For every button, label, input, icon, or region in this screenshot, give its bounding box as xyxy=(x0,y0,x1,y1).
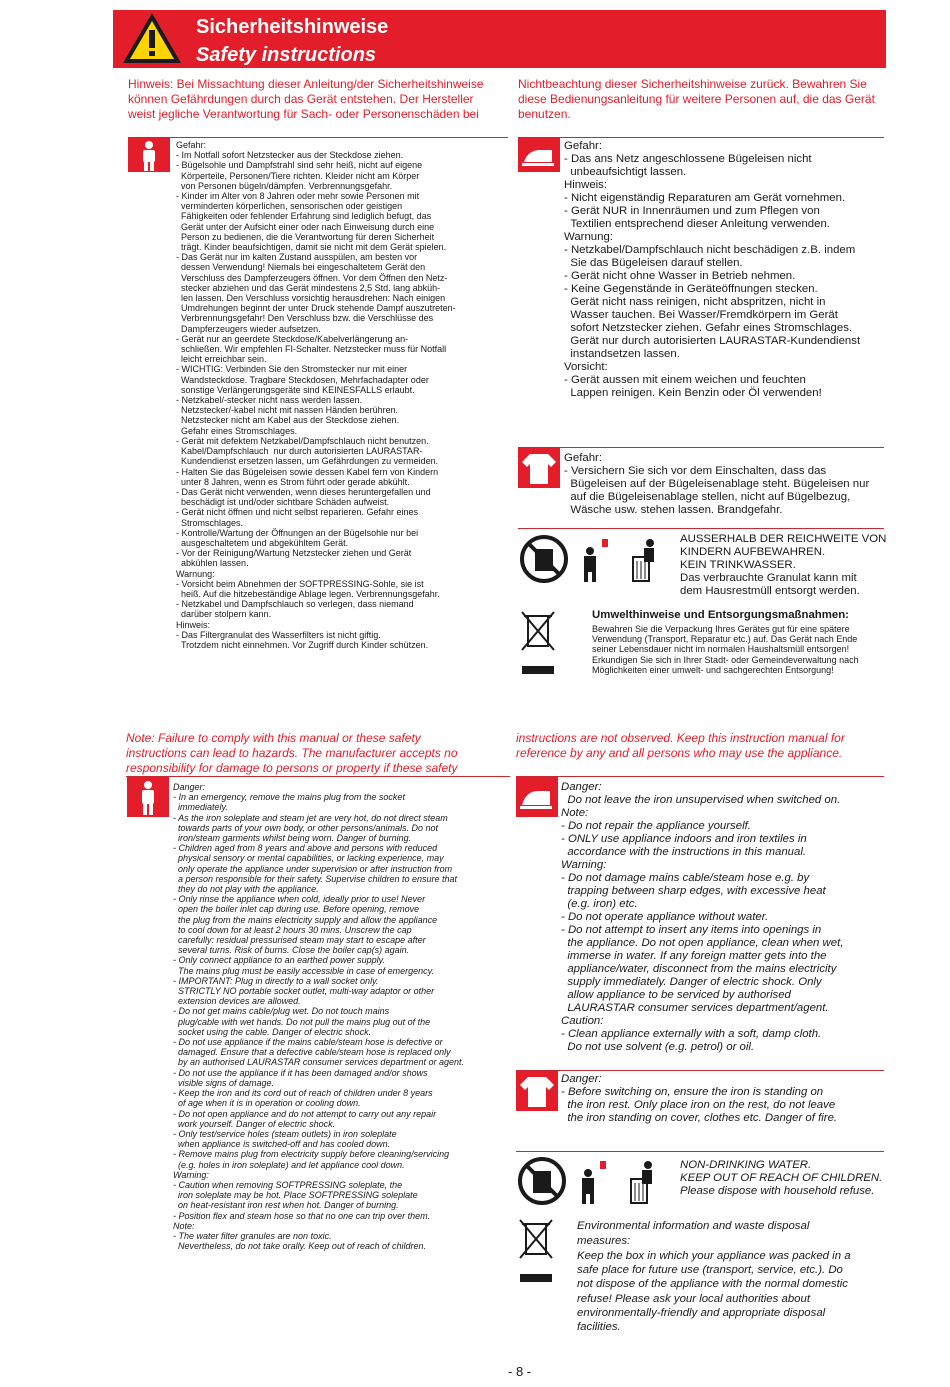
safety-text-person-de: Gefahr: - Im Notfall sofort Netzstecker aus der Steckdose ziehen. - Bügelsohle und Dampfstrahl sind sehr heiß, nicht auf eigene Körperteile, Personen/Tiere richten. Kleider nicht am Körper von Personen bügeln/dämpfen. Verbrennungsgefahr. - Kinder im Alter von 8 Jahren oder mehr sowie Personen mit verminderten körperlichen, sensorischen oder geistigen Fähigkeiten oder fehlender Erfahrung sind lediglich befugt, das Gerät unter der Aufsicht einer oder nach Einweisung durch eine Person zu bedienen, die die Verantwortung für deren Sicherheit trägt. Kinder beaufsichtigen, damit sie nicht mit dem Gerät spielen. - Das Gerät nur im kalten Zustand ausspülen, am besten vor dessen Verwendung! Niemals bei eingeschaltetem Gerät den Verschluss des Dampferzeugers öffnen. Vor dem Öffnen den Netz- stecker abziehen und das Gerät mindestens 2,5 Std. lang abküh- len lassen. Den Verschluss vorsichtig herausdrehen: Nach einigen Umdrehungen beginnt der unter Druck stehende Dampf auszutreten- Verbrennungsgefahr! Den Verschluss bzw. die Verschlüsse des Dampferzeugers wieder aufsetzen. - Gerät nur an geerdete Steckdose/Kabelverlängerung an- schließen. Wir empfehlen FI-Schalter. Netzstecker muss für Notfall leicht erreichbar sein. - WICHTIG: Verbinden Sie den Stromstecker nur mit einer Wandsteckdose. Tragbare Steckdosen, Mehrfachadapter oder sonstige Verlängerungsgeräte sind KEINESFALLS erlaubt. - Netzkabel/-stecker nicht nass werden lassen. Netzstecker/-kabel nicht mit nassen Händen berühren. Netzstecker nicht am Kabel aus der Steckdose ziehen. Gefahr eines Stromschlages. - Gerät mit defektem Netzkabel/Dampfschlauch nicht benutzen. Kabel/Dampfschlauch nur durch autorisierten LAURASTAR- Kundendienst ersetzen lassen, um Gefährdungen zu vermeiden. - Halten Sie das Bügeleisen sowie dessen Kabel fern von Kindern unter 8 Jahren, wenn es Strom führt oder gerade abkühlt. - Das Gerät nicht verwenden, wenn dieses heruntergefallen und beschädigt ist und/oder sichtbare Schäden aufweist. - Gerät nicht öffnen und nicht selbst reparieren. Gefahr eines Stromschlages. - Kontrolle/Wartung der Öffnungen an der Bügelsohle nur bei ausgeschaltetem und abgekühltem Gerät. - Vor der Reinigung/Wartung Netzstecker ziehen und Gerät abkühlen lassen. Warnung: - Vorsicht beim Abnehmen der SOFTPRESSING-Sohle, sie ist heiß. Auf die hitzebeständige Ablage legen. Verbrennungsgefahr. - Netzkabel und Dampfschlauch so verlegen, dass niemand darüber stolpern kann. Hinweis: - Das Filtergranulat des Wasserfilters ist nicht giftig. Trotzdem nicht einnehmen. Vor Zugriff durch Kinder schützen. xyxy=(176,140,456,650)
intro-en-left: Note: Failure to comply with this manual or these safety instructions can lead to hazards. The manufacturer accepts no responsibility for damage to persons or property if these safety xyxy=(126,731,458,775)
page-number: - 8 - xyxy=(508,1364,532,1379)
divider xyxy=(518,447,884,448)
safety-text-iron-en: Danger: Do not leave the iron unsupervised when switched on. Note: - Do not repair the appliance yourself. - ONLY use appliance indoors and iron textiles in accordance with the instructions in this manual. Warning: - Do not damage mains cable/steam hose e.g. by trapping between sharp edges, with excessive heat (e.g. iron) etc. - Do not operate appliance without water. - Do not attempt to insert any items into openings in the appliance. Do not open appliance, clean when wet, immerse in water. If any foreign matter gets into the appliance/water, disconnect from the mains electricity supply immediately. Danger of electric shock. Only allow appliance to be serviced by authorised LAURASTAR consumer services department/agent. Caution: - Clean appliance externally with a soft, damp cloth. Do not use solvent (e.g. petrol) or oil. xyxy=(561,781,844,1053)
divider xyxy=(128,137,508,138)
page-title-en: Safety instructions xyxy=(196,44,377,66)
env-text-de: Bewahren Sie die Verpackung Ihres Gerätes gut für eine spätere Verwendung (Transport, Reparatur etc.) auf. Das Gerät nach Ende seiner Lebensdauer nicht im normalen Haushaltsmüll entsorgen! Erkundigen Sie sich in Ihrer Stadt- oder Gemeindeverwaltung nach Möglichkeiten einer umwelt- und sachgerechten Entsorgung! xyxy=(592,624,859,675)
divider xyxy=(126,776,510,777)
safety-text-kids-de: AUSSERHALB DER REICHWEITE VON KINDERN AUFBEWAHREN. KEIN TRINKWASSER. Das verbrauchte Granulat kann mit dem Hausrestmüll entsorgt werden. xyxy=(680,533,887,597)
shirt-icon xyxy=(516,1071,558,1111)
env-title-en: Environmental information and waste disposal measures: xyxy=(577,1220,810,1247)
iron-icon xyxy=(516,777,558,817)
safety-text-iron-de: Gefahr: - Das ans Netz angeschlossene Bügeleisen nicht unbeaufsichtigt lassen. Hinweis: - Nicht eigenständig Reparaturen am Gerät vornehmen. - Gerät NUR in Innenräumen und zum Pflegen von Textilien entsprechend dieser Anleitung verwenden. Warnung: - Netzkabel/Dampfschlauch nicht beschädigen z.B. indem Sie das Bügeleisen darauf stellen. - Gerät nicht ohne Wasser in Betrieb nehmen. - Keine Gegenstände in Geräteöffnungen stecken. Gerät nicht nass reinigen, nicht abspritzen, nicht in Wasser tauchen. Bei Wasser/Fremdkörpern im Gerät sofort Netzstecker ziehen. Gefahr eines Stromschlages. Gerät nur durch autorisierten LAURASTAR-Kundendienst instandsetzen lassen. Vorsicht: - Gerät aussen mit einem weichen und feuchten Lappen reinigen. Kein Benzin oder Öl verwenden! xyxy=(564,140,861,399)
intro-en-right: instructions are not observed. Keep this instruction manual for reference by any and all persons who may use the appliance. xyxy=(516,731,845,760)
safety-text-kids-en: NON-DRINKING WATER. KEEP OUT OF REACH OF CHILDREN. Please dispose with household refuse. xyxy=(680,1159,883,1197)
divider xyxy=(516,1070,884,1071)
no-drinking-kids-dispose-icons xyxy=(518,533,668,585)
divider xyxy=(518,137,884,138)
waste-bin-crossed-icon xyxy=(520,610,556,680)
safety-text-shirt-de: Gefahr: - Versichern Sie sich vor dem Einschalten, dass das Bügeleisen auf der Bügeleisenablage steht. Bügeleisen nur auf die Bügeleisenablage stellen, nicht auf Bügelbezug, Wäsche usw. stehen lassen. Brandgefahr. xyxy=(564,452,870,516)
person-danger-icon xyxy=(127,777,169,817)
safety-text-shirt-en: Danger: - Before switching on, ensure the iron is standing on the iron rest. Only place iron on the rest, do not leave the iron standing on cover, clothes etc. Danger of fire. xyxy=(561,1073,838,1124)
divider xyxy=(518,528,884,529)
divider xyxy=(516,1151,884,1152)
env-title-de: Umwelthinweise und Entsorgungsmaßnahmen: xyxy=(592,609,849,621)
shirt-icon xyxy=(518,448,560,488)
person-danger-icon xyxy=(128,138,170,172)
iron-icon xyxy=(518,138,560,172)
warning-triangle-icon xyxy=(120,10,184,66)
no-drinking-kids-dispose-icons xyxy=(516,1155,666,1207)
env-text-en: Keep the box in which your appliance was packed in a safe place for future use (transport, service, etc.). Do not dispose of the appliance with the normal domestic refuse! Please ask your local authorities about environmentally-friendly and appropriate disposal facilities. xyxy=(577,1250,851,1334)
waste-bin-crossed-icon xyxy=(518,1218,554,1288)
page-title-de: Sicherheitshinweise xyxy=(196,16,389,38)
divider xyxy=(516,776,884,777)
intro-de-right: Nichtbeachtung dieser Sicherheitshinweise zurück. Bewahren Sie diese Bedienungsanleitung für weitere Personen auf, die das Gerät benutzen. xyxy=(518,77,875,121)
intro-de-left: Hinweis: Bei Missachtung dieser Anleitung/der Sicherheitshinweise können Gefährdungen durch das Gerät entstehen. Der Hersteller weist jegliche Verantwortung für Sach- oder Personenschäden bei xyxy=(128,77,484,121)
safety-text-person-en: Danger: - In an emergency, remove the mains plug from the socket immediately. - As the iron soleplate and steam jet are very hot, do not direct steam towards parts of your own body, or other persons/animals. Do not iron/steam garments whilst being worn. Danger of burning. - Children aged from 8 years and above and persons with reduced physical sensory or mental capabilities, or lacking experience, may only operate the appliance under supervision or after instruction from a person responsible for their safety. Supervise children to ensure that they do not play with the appliance. - Only rinse the appliance when cold, ideally prior to use! Never open the boiler inlet cap during use. Before opening, remove the plug from the mains electricity supply and allow the appliance to cool down for at least 2 hours 30 mins. Unscrew the cap carefully: residual pressurised steam may start to escape after several turns. Risk of burns. Close the boiler cap(s) again. - Only connect appliance to an earthed power supply. The mains plug must be easily accessible in case of emergency. - IMPORTANT: Plug in directly to a wall socket only. STRICTLY NO portable socket outlet, multi-way adaptor or other extension devices are allowed. - Do not get mains cable/plug wet. Do not touch mains plug/cable with wet hands. Do not pull the mains plug out of the socket using the cable. Danger of electric shock. - Do not use appliance if the mains cable/steam hose is defective or damaged. Ensure that a defective cable/steam hose is replaced only by an authorised LAURASTAR consumer services department or agent. - Do not use the appliance if it has been damaged and/or shows visible signs of damage. - Keep the iron and its cord out of reach of children under 8 years of age when it is in operation or cooling down. - Do not open appliance and do not attempt to carry out any repair work yourself. Danger of electric shock. - Only test/service holes (steam outlets) in iron soleplate when appliance is switched-off and has cooled down. - Remove mains plug from electricity supply before cleaning/servicing (e.g. holes in iron soleplate) and let appliance cool down. Warning: - Caution when removing SOFTPRESSING soleplate, the iron soleplate may be hot. Place SOFTPRESSING soleplate on heat-resistant iron rest when hot. Danger of burning. - Position flex and steam hose so that no one can trip over them. Note: - The water filter granules are non toxic. Nevertheless, do not take orally. Keep out of reach of children. xyxy=(173,782,464,1252)
